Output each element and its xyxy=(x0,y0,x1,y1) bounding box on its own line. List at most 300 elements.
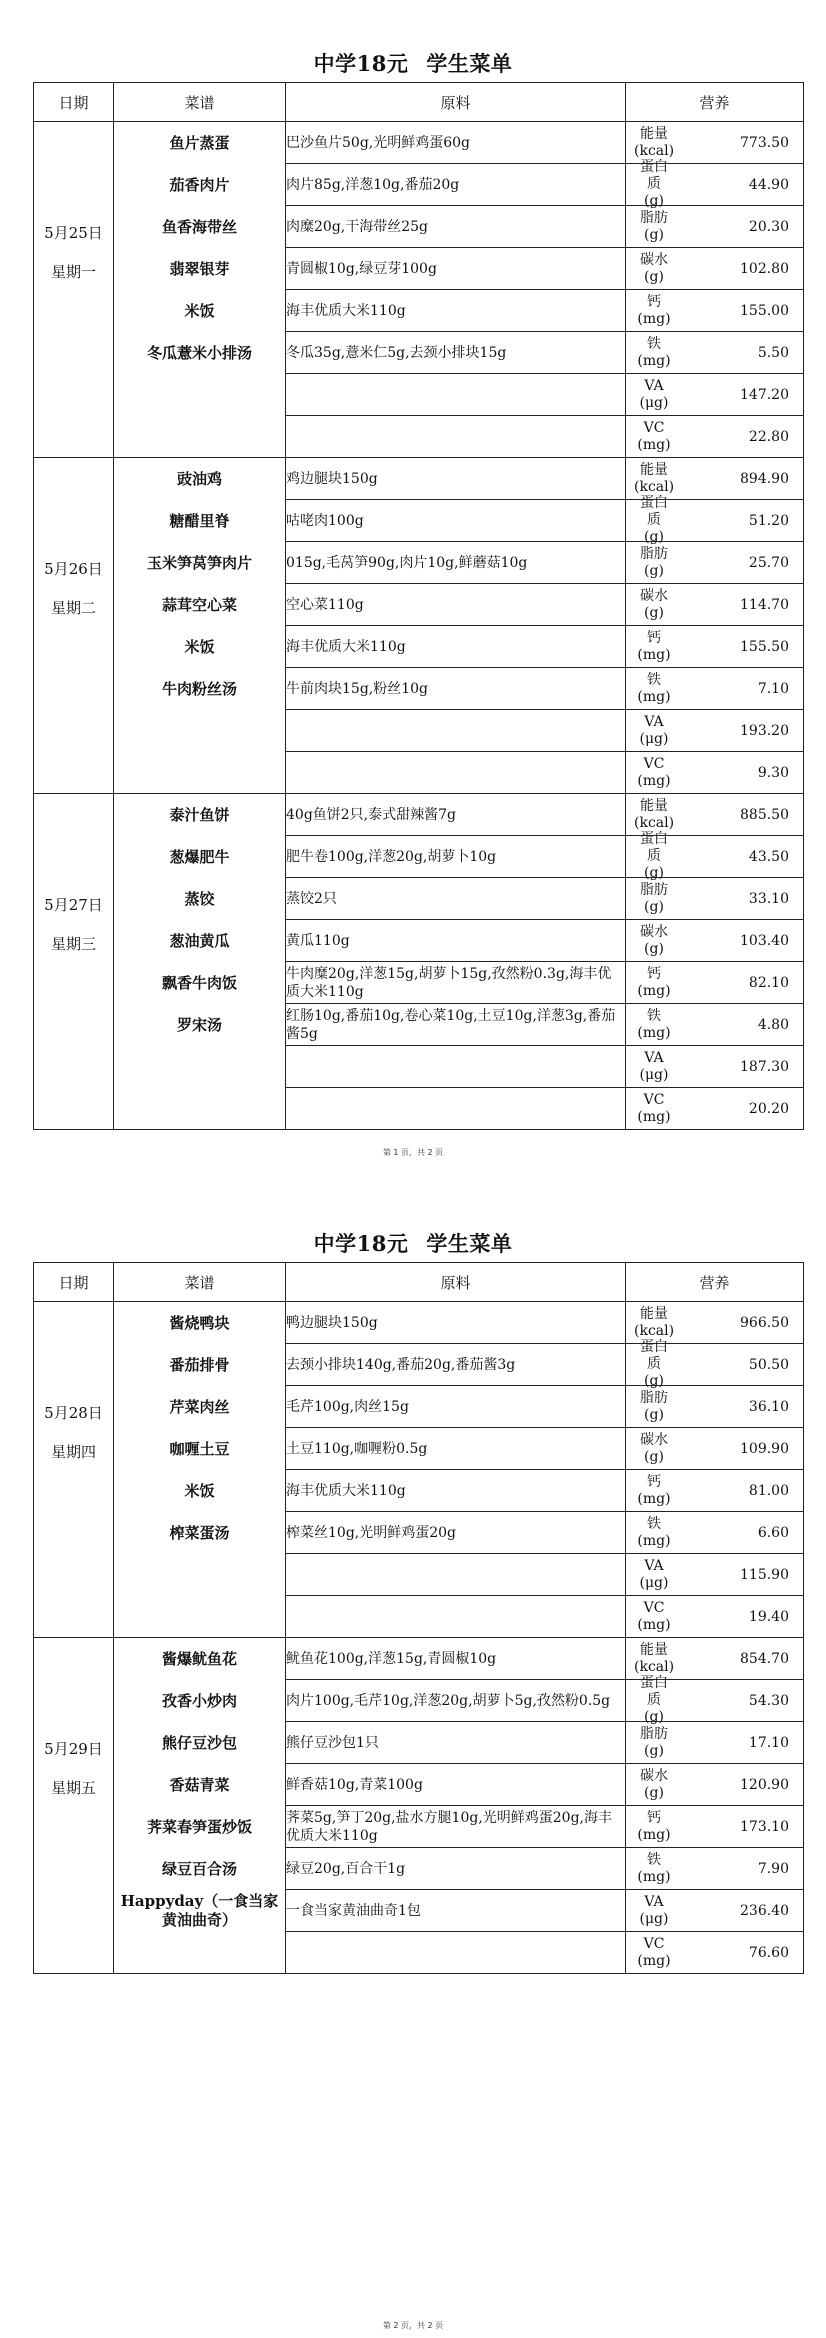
nutrient-unit: (mg) xyxy=(637,982,671,999)
ingredient-cell: 青圆椒10g,绿豆芽100g xyxy=(286,248,626,290)
nutrient-unit: (g) xyxy=(644,898,664,915)
nutrient-unit: (kcal) xyxy=(634,1322,675,1339)
nutrient-name: 碳水 xyxy=(640,1431,668,1448)
nutrient-value: 20.20 xyxy=(748,1100,789,1117)
menu-title xyxy=(0,48,826,78)
nutrient-value: 966.50 xyxy=(740,1314,789,1331)
nutrition-cell xyxy=(626,416,804,458)
nutrient-name: 钙 xyxy=(647,965,661,982)
nutrient-value: 155.00 xyxy=(740,302,789,319)
nutrient-name: 碳水 xyxy=(640,587,668,604)
dish-name: 豉油鸡 xyxy=(176,470,222,488)
ingredient-cell: 冬瓜35g,薏米仁5g,去颈小排块15g xyxy=(286,332,626,374)
nutrient-unit: (mg) xyxy=(637,1108,671,1125)
title-price: 中学18元 xyxy=(313,1231,409,1256)
dishes-cell xyxy=(114,458,286,794)
dish-name: 酱烧鸭块 xyxy=(169,1314,230,1332)
nutrient-name: 脂肪 xyxy=(640,209,668,226)
nutrient-unit: (g) xyxy=(644,1448,664,1465)
nutrient-label xyxy=(634,1092,674,1126)
dishes-cell xyxy=(114,794,286,1130)
nutrition-cell xyxy=(626,1596,804,1638)
nutrition-cell xyxy=(626,794,804,836)
nutrient-label xyxy=(634,831,674,882)
ingredient-cell: 海丰优质大米110g xyxy=(286,1470,626,1512)
table-row xyxy=(34,458,804,500)
nutrient-value: 22.80 xyxy=(748,428,789,445)
dish-name: 米饭 xyxy=(184,638,215,656)
nutrient-value: 7.90 xyxy=(757,1860,789,1877)
nutrient-value: 114.70 xyxy=(740,596,789,613)
dish-name: 茄香肉片 xyxy=(169,176,230,194)
nutrient-unit: (mg) xyxy=(637,1826,671,1843)
nutrient-unit: (mg) xyxy=(637,1490,671,1507)
nutrient-label xyxy=(634,159,674,210)
nutrition-cell xyxy=(626,1339,804,1389)
nutrient-label xyxy=(634,420,674,454)
nutrient-name: 碳水 xyxy=(640,923,668,940)
dish-name: 香菇青菜 xyxy=(169,1776,230,1794)
nutrient-name: 钙 xyxy=(647,629,661,646)
nutrient-label xyxy=(634,1558,674,1592)
nutrition-cell xyxy=(626,458,804,500)
dish-name: 鱼片蒸蛋 xyxy=(169,134,230,152)
ingredient-cell: 鲜香菇10g,青菜100g xyxy=(286,1764,626,1806)
nutrient-name: VC xyxy=(643,1599,665,1616)
nutrition-cell xyxy=(626,122,804,164)
date-label: 5月27日 xyxy=(44,896,103,914)
day-cell xyxy=(34,1638,114,1974)
header-dishes: 菜谱 xyxy=(114,83,286,122)
nutrient-unit: (g) xyxy=(644,604,664,621)
nutrition-cell xyxy=(626,831,804,881)
ingredient-cell: 鸭边腿块150g xyxy=(286,1302,626,1344)
nutrient-label xyxy=(634,1474,674,1508)
nutrient-value: 25.70 xyxy=(748,554,789,571)
nutrient-value: 103.40 xyxy=(740,932,789,949)
nutrition-cell xyxy=(626,248,804,290)
nutrient-label xyxy=(634,588,674,622)
nutrient-value: 173.10 xyxy=(740,1818,789,1835)
nutrient-label xyxy=(634,1894,674,1928)
nutrient-value: 7.10 xyxy=(757,680,789,697)
nutrient-label xyxy=(634,1390,674,1424)
ingredient-cell: 海丰优质大米110g xyxy=(286,626,626,668)
ingredient-cell: 去颈小排块140g,番茄20g,番茄酱3g xyxy=(286,1344,626,1386)
nutrient-label xyxy=(634,1008,674,1042)
header-date: 日期 xyxy=(34,1263,114,1302)
nutrition-cell xyxy=(626,332,804,374)
ingredient-cell xyxy=(286,374,626,416)
ingredient-cell xyxy=(286,416,626,458)
nutrition-cell xyxy=(626,962,804,1004)
nutrient-name: VA xyxy=(644,1893,664,1910)
nutrient-value: 773.50 xyxy=(740,134,789,151)
nutrient-label xyxy=(634,630,674,664)
nutrition-cell xyxy=(626,584,804,626)
nutrient-label xyxy=(634,756,674,790)
nutrient-name: 脂肪 xyxy=(640,1725,668,1742)
nutrient-value: 81.00 xyxy=(748,1482,789,1499)
ingredient-cell: 鱿鱼花100g,洋葱15g,青圆椒10g xyxy=(286,1638,626,1680)
nutrient-name: 蛋白质 xyxy=(640,495,668,528)
nutrient-label xyxy=(634,798,674,832)
nutrient-name: VC xyxy=(643,1091,665,1108)
nutrient-value: 9.30 xyxy=(757,764,789,781)
ingredient-cell: 蒸饺2只 xyxy=(286,878,626,920)
nutrition-cell xyxy=(626,1848,804,1890)
nutrient-label xyxy=(634,1852,674,1886)
ingredient-cell: 牛前肉块15g,粉丝10g xyxy=(286,668,626,710)
nutrition-cell xyxy=(626,1722,804,1764)
nutrition-cell xyxy=(626,626,804,668)
nutrient-value: 102.80 xyxy=(740,260,789,277)
nutrition-cell xyxy=(626,495,804,545)
nutrient-unit: (mg) xyxy=(637,688,671,705)
nutrient-value: 885.50 xyxy=(740,806,789,823)
nutrient-unit: (μg) xyxy=(639,394,669,411)
nutrition-cell xyxy=(626,206,804,248)
nutrient-label xyxy=(634,1050,674,1084)
weekday-label: 星期五 xyxy=(50,1779,96,1797)
nutrition-cell xyxy=(626,1554,804,1596)
nutrition-cell xyxy=(626,668,804,710)
nutrient-label xyxy=(634,1306,674,1340)
header-ingredients: 原料 xyxy=(286,1263,626,1302)
ingredient-cell: 黄瓜110g xyxy=(286,920,626,962)
ingredient-cell: 荠菜5g,笋丁20g,盐水方腿10g,光明鲜鸡蛋20g,海丰优质大米110g xyxy=(286,1806,626,1848)
nutrient-unit: (μg) xyxy=(639,1066,669,1083)
nutrient-value: 76.60 xyxy=(748,1944,789,1961)
nutrition-cell xyxy=(626,1764,804,1806)
nutrition-cell xyxy=(626,1386,804,1428)
nutrient-value: 44.90 xyxy=(748,176,789,193)
dish-name: 熊仔豆沙包 xyxy=(161,1734,237,1752)
nutrient-label xyxy=(634,462,674,496)
nutrient-value: 43.50 xyxy=(748,848,789,865)
nutrient-unit: (mg) xyxy=(637,436,671,453)
nutrition-cell xyxy=(626,1046,804,1088)
nutrient-name: 钙 xyxy=(647,1473,661,1490)
ingredient-cell: 空心菜110g xyxy=(286,584,626,626)
nutrient-label xyxy=(634,210,674,244)
nutrient-value: 187.30 xyxy=(740,1058,789,1075)
page-footer: 第 1 页，共 2 页 xyxy=(382,1148,444,1157)
nutrient-value: 4.80 xyxy=(757,1016,789,1033)
ingredient-cell xyxy=(286,1046,626,1088)
nutrient-label xyxy=(634,126,674,160)
nutrient-name: 铁 xyxy=(647,671,661,688)
nutrient-label xyxy=(634,1726,674,1760)
ingredient-cell: 肥牛卷100g,洋葱20g,胡萝卜10g xyxy=(286,836,626,878)
nutrient-value: 82.10 xyxy=(748,974,789,991)
nutrient-value: 894.90 xyxy=(740,470,789,487)
nutrient-label xyxy=(634,495,674,546)
nutrient-label xyxy=(634,1810,674,1844)
dishes-cell xyxy=(114,1638,286,1974)
ingredient-cell: 土豆110g,咖喱粉0.5g xyxy=(286,1428,626,1470)
nutrient-value: 155.50 xyxy=(740,638,789,655)
nutrient-name: 铁 xyxy=(647,1007,661,1024)
nutrition-cell xyxy=(626,1302,804,1344)
dish-name: 酱爆鱿鱼花 xyxy=(161,1650,237,1668)
dish-name: 罗宋汤 xyxy=(176,1016,222,1034)
nutrition-cell xyxy=(626,752,804,794)
nutrient-value: 19.40 xyxy=(748,1608,789,1625)
dish-name: 咖喱土豆 xyxy=(169,1440,230,1458)
title-name: 学生菜单 xyxy=(426,51,513,76)
nutrition-cell xyxy=(626,542,804,584)
weekday-label: 星期三 xyxy=(50,935,96,953)
dish-name: 绿豆百合汤 xyxy=(161,1860,237,1878)
nutrient-label xyxy=(634,966,674,1000)
weekday-label: 星期二 xyxy=(50,599,96,617)
nutrient-unit: (mg) xyxy=(637,310,671,327)
nutrient-name: 脂肪 xyxy=(640,545,668,562)
title-price: 中学18元 xyxy=(313,51,409,76)
nutrient-value: 5.50 xyxy=(757,344,789,361)
nutrient-unit: (kcal) xyxy=(634,1658,675,1675)
nutrient-name: 能量 xyxy=(640,461,668,478)
dish-name: 玉米笋莴笋肉片 xyxy=(146,554,252,572)
nutrient-name: VC xyxy=(643,1935,665,1952)
nutrition-cell xyxy=(626,1088,804,1130)
date-label: 5月28日 xyxy=(44,1404,103,1422)
nutrient-name: VC xyxy=(643,419,665,436)
nutrient-value: 120.90 xyxy=(740,1776,789,1793)
header-ingredients: 原料 xyxy=(286,83,626,122)
dish-name: 芹菜肉丝 xyxy=(169,1398,230,1416)
nutrient-value: 854.70 xyxy=(740,1650,789,1667)
dish-name: 荠菜春笋蛋炒饭 xyxy=(146,1818,252,1836)
nutrition-cell xyxy=(626,1675,804,1725)
table-row xyxy=(34,794,804,836)
menu-table xyxy=(33,82,804,1130)
weekday-label: 星期四 xyxy=(50,1443,96,1461)
nutrition-cell xyxy=(626,1512,804,1554)
nutrient-unit: (g) xyxy=(644,1784,664,1801)
nutrient-value: 109.90 xyxy=(740,1440,789,1457)
nutrient-label xyxy=(634,1432,674,1466)
nutrition-cell xyxy=(626,1806,804,1848)
nutrient-value: 236.40 xyxy=(740,1902,789,1919)
table-row xyxy=(34,122,804,164)
dish-name: 翡翠银芽 xyxy=(169,260,230,278)
ingredient-cell: 绿豆20g,百合干1g xyxy=(286,1848,626,1890)
nutrient-unit: (mg) xyxy=(637,772,671,789)
dish-name: 葱油黄瓜 xyxy=(169,932,230,950)
date-label: 5月25日 xyxy=(44,224,103,242)
dish-name: 飘香牛肉饭 xyxy=(161,974,237,992)
nutrient-name: 能量 xyxy=(640,125,668,142)
nutrient-name: 铁 xyxy=(647,335,661,352)
nutrient-value: 17.10 xyxy=(748,1734,789,1751)
nutrition-cell xyxy=(626,1428,804,1470)
nutrient-label xyxy=(634,924,674,958)
dish-name: 糖醋里脊 xyxy=(169,512,230,530)
nutrient-value: 115.90 xyxy=(740,1566,789,1583)
header-date: 日期 xyxy=(34,83,114,122)
nutrient-unit: (g) xyxy=(644,1373,664,1389)
nutrient-name: 蛋白质 xyxy=(640,1675,668,1708)
nutrient-unit: (mg) xyxy=(637,1616,671,1633)
ingredient-cell: 熊仔豆沙包1只 xyxy=(286,1722,626,1764)
nutrient-label xyxy=(634,336,674,370)
nutrient-unit: (μg) xyxy=(639,1574,669,1591)
day-cell xyxy=(34,122,114,458)
nutrient-unit: (mg) xyxy=(637,1952,671,1969)
nutrient-unit: (kcal) xyxy=(634,478,675,495)
day-cell xyxy=(34,1302,114,1638)
ingredient-cell xyxy=(286,1932,626,1974)
nutrient-unit: (g) xyxy=(644,865,664,881)
ingredient-cell: 肉片100g,毛芹10g,洋葱20g,胡萝卜5g,孜然粉0.5g xyxy=(286,1680,626,1722)
title-name: 学生菜单 xyxy=(426,1231,513,1256)
nutrient-name: 蛋白质 xyxy=(640,1339,668,1372)
day-cell xyxy=(34,458,114,794)
nutrient-value: 6.60 xyxy=(757,1524,789,1541)
nutrient-value: 193.20 xyxy=(740,722,789,739)
nutrient-unit: (g) xyxy=(644,1709,664,1725)
table-row xyxy=(34,1302,804,1344)
nutrient-unit: (g) xyxy=(644,940,664,957)
nutrient-unit: (g) xyxy=(644,1406,664,1423)
nutrient-name: 钙 xyxy=(647,1809,661,1826)
ingredient-cell: 40g鱼饼2只,泰式甜辣酱7g xyxy=(286,794,626,836)
nutrient-label xyxy=(634,378,674,412)
nutrient-label xyxy=(634,1936,674,1970)
nutrition-cell xyxy=(626,1932,804,1974)
nutrient-unit: (μg) xyxy=(639,1910,669,1927)
nutrient-unit: (g) xyxy=(644,562,664,579)
nutrient-unit: (mg) xyxy=(637,352,671,369)
dish-name: 冬瓜薏米小排汤 xyxy=(146,344,252,362)
nutrition-cell xyxy=(626,878,804,920)
nutrient-label xyxy=(634,1600,674,1634)
nutrient-name: VA xyxy=(644,1049,664,1066)
day-cell xyxy=(34,794,114,1130)
nutrient-name: 蛋白质 xyxy=(640,831,668,864)
date-label: 5月29日 xyxy=(44,1740,103,1758)
dish-name: 葱爆肥牛 xyxy=(169,848,230,866)
nutrient-label xyxy=(634,1516,674,1550)
dish-name: 蒸饺 xyxy=(184,890,215,908)
nutrient-label xyxy=(634,1642,674,1676)
menu-table xyxy=(33,1262,804,1974)
nutrient-label xyxy=(634,1675,674,1726)
nutrient-value: 36.10 xyxy=(748,1398,789,1415)
nutrient-value: 51.20 xyxy=(748,512,789,529)
nutrient-unit: (g) xyxy=(644,268,664,285)
dish-name: 榨菜蛋汤 xyxy=(169,1524,230,1542)
nutrient-name: 能量 xyxy=(640,1305,668,1322)
nutrient-label xyxy=(634,294,674,328)
dishes-cell xyxy=(114,122,286,458)
nutrient-name: VA xyxy=(644,1557,664,1574)
nutrient-unit: (mg) xyxy=(637,646,671,663)
nutrient-label xyxy=(634,714,674,748)
nutrition-cell xyxy=(626,1470,804,1512)
nutrition-cell xyxy=(626,1890,804,1932)
nutrition-cell xyxy=(626,920,804,962)
page-footer: 第 2 页，共 2 页 xyxy=(382,2321,444,2330)
nutrient-name: 脂肪 xyxy=(640,881,668,898)
nutrient-value: 50.50 xyxy=(748,1356,789,1373)
weekday-label: 星期一 xyxy=(50,263,96,281)
ingredient-cell: 鸡边腿块150g xyxy=(286,458,626,500)
dish-name: 鱼香海带丝 xyxy=(161,218,237,236)
nutrient-label xyxy=(634,672,674,706)
nutrition-cell xyxy=(626,1004,804,1046)
nutrient-name: 铁 xyxy=(647,1851,661,1868)
nutrient-unit: (g) xyxy=(644,193,664,209)
nutrition-cell xyxy=(626,374,804,416)
nutrient-value: 54.30 xyxy=(748,1692,789,1709)
dish-name: Happyday（一食当家黄油曲奇） xyxy=(120,1892,279,1929)
header-dishes: 菜谱 xyxy=(114,1263,286,1302)
dish-name: 蒜茸空心菜 xyxy=(161,596,237,614)
ingredient-cell: 红肠10g,番茄10g,卷心菜10g,土豆10g,洋葱3g,番茄酱5g xyxy=(286,1004,626,1046)
ingredient-cell: 榨菜丝10g,光明鲜鸡蛋20g xyxy=(286,1512,626,1554)
dish-name: 米饭 xyxy=(184,302,215,320)
ingredient-cell xyxy=(286,1088,626,1130)
ingredient-cell: 牛肉糜20g,洋葱15g,胡萝卜15g,孜然粉0.3g,海丰优质大米110g xyxy=(286,962,626,1004)
nutrient-name: VC xyxy=(643,755,665,772)
menu-title xyxy=(0,1228,826,1258)
nutrient-unit: (kcal) xyxy=(634,142,675,159)
nutrient-unit: (g) xyxy=(644,1742,664,1759)
ingredient-cell xyxy=(286,1554,626,1596)
nutrient-label xyxy=(634,252,674,286)
dish-name: 孜香小炒肉 xyxy=(161,1692,237,1710)
dish-name: 番茄排骨 xyxy=(169,1356,230,1374)
nutrition-cell xyxy=(626,710,804,752)
ingredient-cell: 毛芹100g,肉丝15g xyxy=(286,1386,626,1428)
ingredient-cell: 肉糜20g,干海带丝25g xyxy=(286,206,626,248)
dish-name: 米饭 xyxy=(184,1482,215,1500)
nutrient-label xyxy=(634,546,674,580)
nutrient-unit: (mg) xyxy=(637,1532,671,1549)
ingredient-cell xyxy=(286,752,626,794)
nutrient-name: 能量 xyxy=(640,1641,668,1658)
nutrient-name: VA xyxy=(644,377,664,394)
nutrient-name: 铁 xyxy=(647,1515,661,1532)
ingredient-cell xyxy=(286,710,626,752)
ingredient-cell: 海丰优质大米110g xyxy=(286,290,626,332)
nutrition-cell xyxy=(626,1638,804,1680)
nutrient-value: 20.30 xyxy=(748,218,789,235)
nutrition-cell xyxy=(626,159,804,209)
nutrient-name: VA xyxy=(644,713,664,730)
header-nutrition: 营养 xyxy=(626,1263,804,1302)
nutrient-unit: (g) xyxy=(644,529,664,545)
nutrient-label xyxy=(634,1339,674,1390)
dish-name: 泰汁鱼饼 xyxy=(169,806,230,824)
nutrient-name: 碳水 xyxy=(640,1767,668,1784)
header-nutrition: 营养 xyxy=(626,83,804,122)
date-label: 5月26日 xyxy=(44,560,103,578)
nutrient-value: 33.10 xyxy=(748,890,789,907)
ingredient-cell xyxy=(286,1596,626,1638)
ingredient-cell: 巴沙鱼片50g,光明鲜鸡蛋60g xyxy=(286,122,626,164)
nutrient-name: 碳水 xyxy=(640,251,668,268)
ingredient-cell: 一食当家黄油曲奇1包 xyxy=(286,1890,626,1932)
dishes-cell xyxy=(114,1302,286,1638)
nutrient-name: 蛋白质 xyxy=(640,159,668,192)
nutrient-name: 脂肪 xyxy=(640,1389,668,1406)
ingredient-cell: 咕咾肉100g xyxy=(286,500,626,542)
nutrient-label xyxy=(634,1768,674,1802)
